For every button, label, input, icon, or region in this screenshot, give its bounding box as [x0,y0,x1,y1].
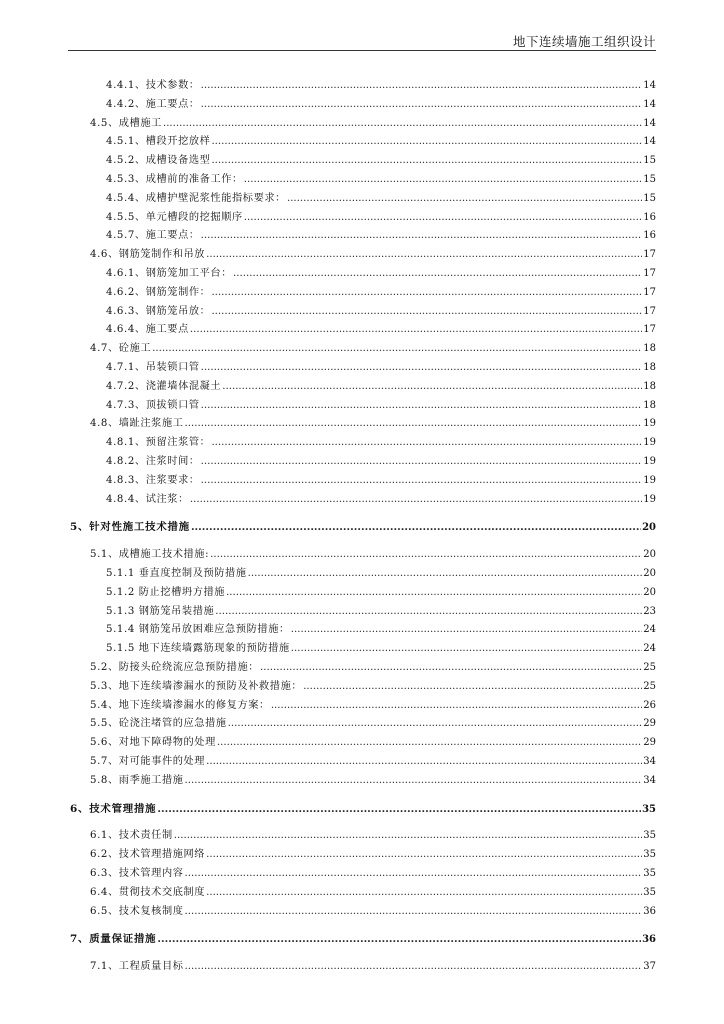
toc-page-number: 14 [643,136,656,148]
toc-page-number: 17 [643,286,656,298]
toc-entry-label: 4.6.3、钢筋笼吊放： [106,305,211,317]
toc-leader-dots [163,118,642,129]
toc-entry-label: 6.5、技术复核制度 [90,905,184,917]
toc-page-number: 18 [643,399,656,411]
toc-entry[interactable] [90,902,656,920]
toc-leader-dots [190,494,642,505]
toc-entry-label: 5.4、地下连续墙渗漏水的修复方案： [90,699,270,711]
toc-entry-label: 5.3、地下连续墙渗漏水的预防及补救措施： [90,680,303,692]
toc-page-number: 17 [643,305,656,317]
toc-entry-label: 4.4.1、技术参数： [106,80,200,91]
toc-leader-dots [157,803,641,815]
toc-entry[interactable] [90,545,656,563]
toc-entry[interactable] [106,132,656,150]
toc-leader-dots [185,961,643,972]
toc-entry[interactable] [106,208,656,226]
toc-page-number: 18 [643,362,656,373]
toc-leader-dots [211,136,642,147]
toc-entry[interactable] [90,245,656,263]
toc-entry[interactable] [90,714,656,732]
toc-page-number: 16 [643,211,656,223]
toc-leader-dots [211,287,642,298]
toc-leader-dots [211,437,642,448]
toc-entry-label: 4.7.3、顶拔锁口管 [106,399,200,411]
toc-page-number: 20 [643,549,656,561]
toc-entry[interactable] [90,957,656,975]
toc-leader-dots [206,849,642,860]
toc-entry-label: 4.7、砼施工 [90,343,152,355]
toc-leader-dots [201,362,643,373]
toc-leader-dots [152,343,642,354]
toc-leader-dots [190,324,642,335]
toc-entry-label: 5.1.2 防止挖槽坍方措施 [106,586,226,598]
toc-page-number: 24 [643,624,656,636]
toc-page-number: 26 [643,699,656,711]
toc-page-number: 14 [643,80,656,91]
toc-page-number: 14 [643,117,656,129]
toc-entry-label: 5.1.5 地下连续墙露筋现象的预防措施 [106,643,290,655]
toc-entry-label: 4.8.3、注浆要求： [106,474,200,486]
toc-leader-dots [185,868,643,879]
toc-entry[interactable] [90,696,656,714]
toc-page-number: 34 [643,756,656,767]
toc-entry-label: 4.7.1、吊装锁口管 [106,362,200,373]
toc-entry-label: 4.8.4、试注浆： [106,493,189,505]
toc-page-number: 19 [643,418,656,430]
toc-page-number: 17 [643,249,656,261]
toc-entry[interactable] [90,677,656,695]
toc-leader-dots [185,418,643,429]
toc-leader-dots [174,830,643,841]
toc-entry[interactable] [106,433,656,451]
toc-entry[interactable] [106,620,656,638]
toc-leader-dots [228,718,643,729]
toc-leader-dots [215,606,642,617]
toc-leader-dots [206,249,642,260]
toc-entry-label: 4.5.1、槽段开挖放样 [106,136,211,148]
toc-entry[interactable] [106,396,656,414]
toc-entry[interactable] [106,358,656,376]
document-title: 地下连续墙施工组织设计 [512,34,656,49]
toc-page-number: 18 [643,343,656,355]
toc-entry-label: 6.4、贯彻技术交底制度 [90,886,206,898]
toc-leader-dots [201,475,643,486]
toc-entry[interactable] [106,170,656,188]
toc-entry[interactable] [106,471,656,489]
toc-entry-label: 4.7.2、浇灌墙体混凝土 [106,380,222,392]
toc-page-number: 17 [643,324,656,336]
toc-page-number: 19 [643,456,656,467]
toc-entry[interactable] [106,583,656,601]
toc-entry-label: 5.1.1 垂直度控制及预防措施 [106,568,247,579]
toc-entry[interactable] [106,320,656,338]
toc-entry[interactable] [106,490,656,508]
toc-leader-dots [233,268,642,279]
toc-entry-label: 5.1.3 钢筋笼吊装措施 [106,605,215,617]
toc-entry-label: 7.1、工程质量目标 [90,961,184,973]
toc-entry[interactable] [90,771,656,789]
toc-leader-dots [271,700,642,711]
toc-leader-dots [248,568,643,579]
toc-entry-label: 5.5、砼浇注堵管的应急措施 [90,718,227,730]
toc-page-number: 20 [643,586,656,598]
toc-entry-label: 6、技术管理措施 [70,802,157,815]
toc-entry-label: 5、针对性施工技术措施 [70,521,190,534]
toc-leader-dots [201,456,643,467]
toc-entry-label: 4.8、墙趾注浆施工 [90,418,184,430]
toc-entry-label: 4.6.1、钢筋笼加工平台： [106,268,233,279]
toc-leader-dots [201,230,643,241]
toc-entry-label: 7、质量保证措施 [70,933,157,946]
toc-entry[interactable] [106,302,656,320]
toc-page-number: 20 [642,522,656,534]
toc-page-number: 36 [643,905,656,917]
toc-page-number: 24 [643,643,656,655]
toc-entry[interactable] [106,602,656,620]
toc-entry[interactable] [106,377,656,395]
toc-page-number: 29 [643,737,656,749]
toc-page-number: 23 [643,605,656,617]
toc-page-number: 19 [643,474,656,486]
toc-leader-dots [185,775,643,786]
toc-entry[interactable] [90,414,656,432]
toc-entry[interactable] [106,452,656,470]
toc-entry[interactable] [90,864,656,882]
toc-page-number: 34 [643,774,656,786]
toc-leader-dots [201,99,643,110]
toc-leader-dots [201,80,643,91]
toc-entry[interactable] [106,151,656,169]
toc-page-number: 15 [643,174,656,185]
toc-page-number: 15 [643,155,656,167]
toc-entry-label: 6.2、技术管理措施网络 [90,849,206,861]
toc-leader-dots [244,212,642,223]
toc-leader-dots [206,756,642,767]
toc-entry[interactable] [90,658,656,676]
toc-entry-label: 5.2、防接头砼绕流应急预防措施： [90,662,260,673]
toc-leader-dots [217,737,642,748]
toc-leader-dots [211,306,642,317]
toc-entry-label: 4.4.2、施工要点： [106,98,200,110]
toc-leader-dots [226,587,642,598]
toc-entry-label: 4.5.2、成槽设备选型 [106,155,211,167]
toc-entry-label: 4.8.1、预留注浆管： [106,437,211,449]
toc-entry[interactable] [106,189,656,207]
toc-entry[interactable] [90,883,656,901]
toc-page-number: 29 [643,718,656,730]
toc-entry[interactable] [90,752,656,770]
toc-entry-label: 5.8、雨季施工措施 [90,774,184,786]
toc-entry-label: 5.6、对地下障碍物的处理 [90,737,216,749]
toc-entry-label: 4.5、成槽施工 [90,117,162,129]
toc-entry-label: 5.7、对可能事件的处理 [90,756,206,767]
toc-entry[interactable] [106,564,656,582]
toc-leader-dots [210,549,642,560]
toc-entry-label: 4.5.4、成槽护壁泥浆性能指标要求： [106,192,286,204]
toc-page-number: 37 [643,961,656,973]
toc-page-number: 20 [643,568,656,579]
toc-leader-dots [291,643,642,654]
toc-leader-dots [211,155,642,166]
toc-entry-label: 5.1、成槽施工技术措施: [90,549,210,561]
toc-chapter-entry[interactable] [70,518,656,536]
toc-page-number: 18 [643,380,656,392]
toc-leader-dots [244,174,642,185]
toc-leader-dots [185,906,643,917]
toc-entry[interactable] [106,76,656,94]
toc-page-number: 35 [643,830,656,842]
toc-entry[interactable] [106,283,656,301]
toc-page-number: 19 [643,493,656,505]
toc-entry-label: 6.3、技术管理内容 [90,868,184,879]
toc-entry[interactable] [106,95,656,113]
toc-entry[interactable] [106,226,656,244]
toc-entry[interactable] [90,826,656,844]
toc-entry-label: 6.1、技术责任制 [90,830,173,842]
page-header [68,30,656,51]
toc-entry-label: 4.6、钢筋笼制作和吊放 [90,249,206,261]
toc-page-number: 35 [642,803,656,815]
toc-entry[interactable] [106,639,656,657]
toc-entry-label: 5.1.4 钢筋笼吊放困难应急预防措施： [106,624,290,636]
toc-entry-label: 4.8.2、注浆时间： [106,456,200,467]
toc-entry[interactable] [106,264,656,282]
toc-leader-dots [287,193,642,204]
toc-entry[interactable] [90,114,656,132]
toc-entry[interactable] [90,733,656,751]
toc-entry-label: 4.6.2、钢筋笼制作： [106,286,211,298]
toc-leader-dots [201,400,643,411]
toc-leader-dots [206,887,642,898]
toc-page-number: 17 [643,268,656,279]
toc-page-number: 35 [643,849,656,861]
toc-entry[interactable] [90,339,656,357]
toc-entry-label: 4.6.4、施工要点 [106,324,189,336]
toc-page-number: 19 [643,437,656,449]
toc-page-number: 35 [643,886,656,898]
toc-leader-dots [157,933,641,945]
toc-entry-label: 4.5.7、施工要点： [106,230,200,242]
toc-page-number: 25 [643,662,656,673]
toc-page-number: 16 [643,230,656,242]
toc-leader-dots [291,624,642,635]
toc-leader-dots [191,521,641,533]
toc-entry-label: 4.5.5、单元槽段的挖掘顺序 [106,211,243,223]
toc-page-number: 15 [643,192,656,204]
toc-entry[interactable] [90,845,656,863]
toc-chapter-entry[interactable] [70,930,656,948]
toc-page-number: 36 [642,934,656,946]
toc-leader-dots [222,381,642,392]
toc-page-number: 25 [643,680,656,692]
toc-entry-label: 4.5.3、成槽前的准备工作： [106,174,243,185]
toc-page-number: 14 [643,98,656,110]
toc-leader-dots [303,681,642,692]
toc-leader-dots [260,662,642,673]
toc-chapter-entry[interactable] [70,800,656,818]
toc-page-number: 35 [643,868,656,879]
